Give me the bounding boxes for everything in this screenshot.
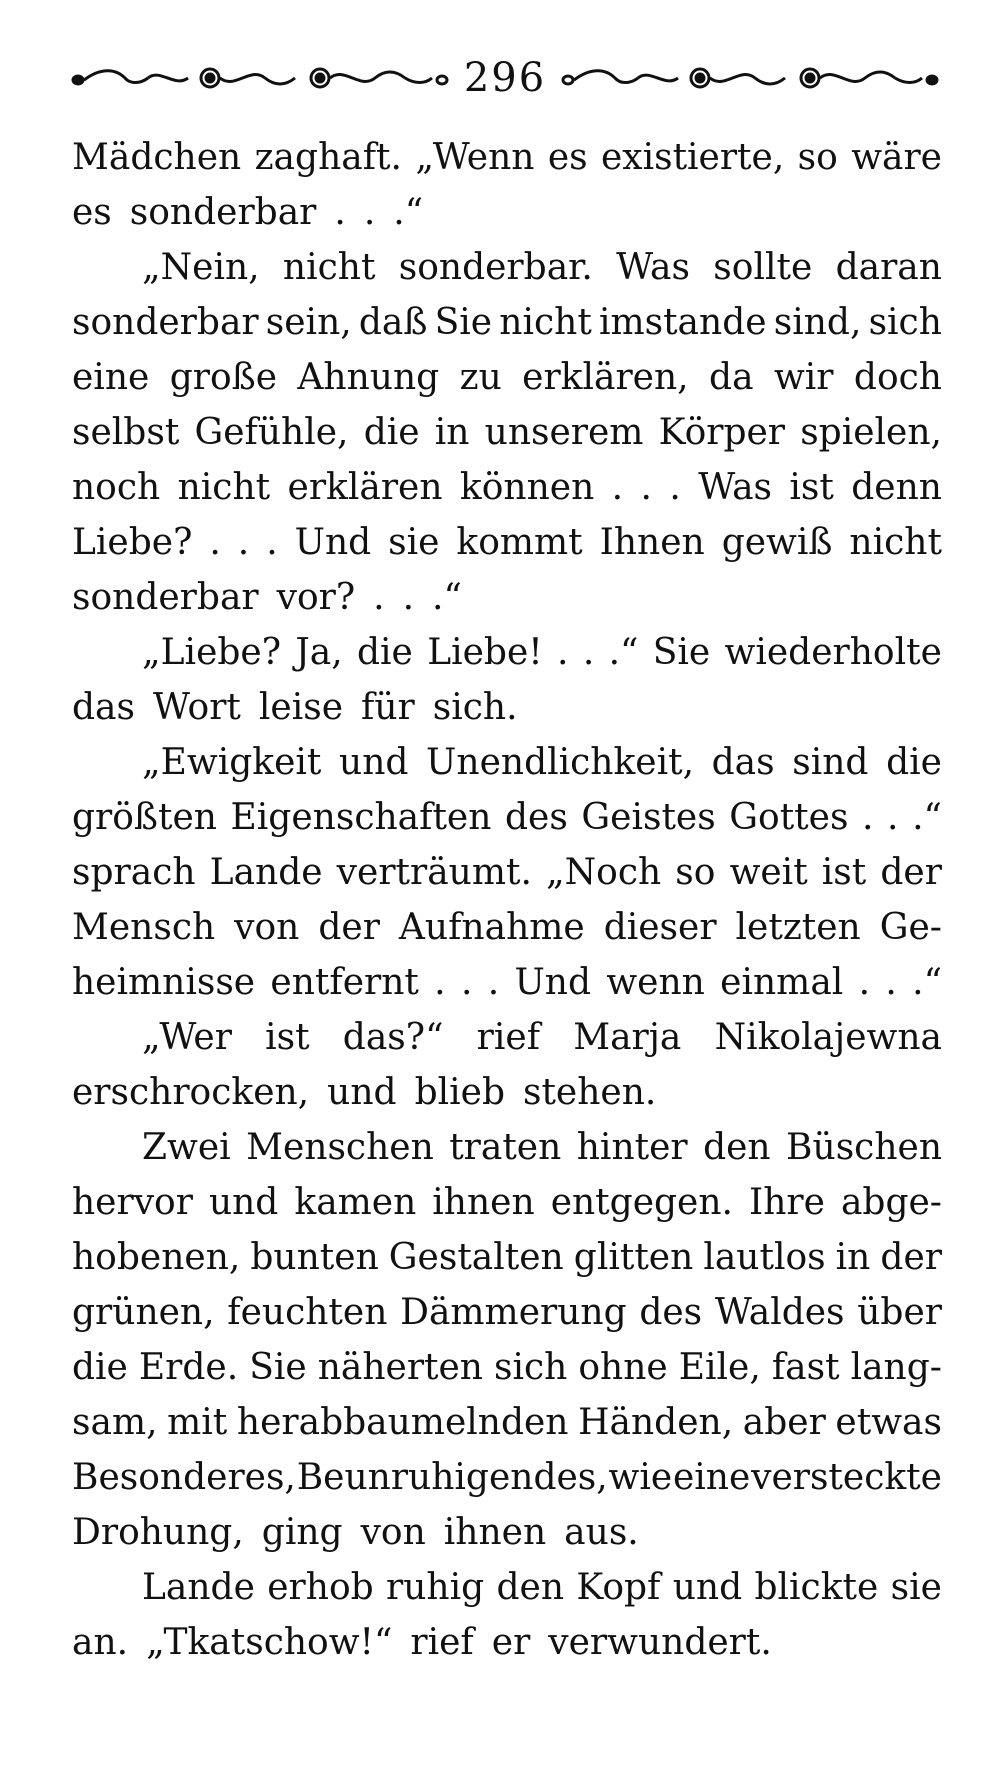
- word: .: [858, 962, 871, 1003]
- word: Händen,: [578, 1402, 734, 1443]
- text-line: [72, 185, 942, 240]
- word: unserem: [484, 412, 644, 453]
- word: sonderbar: [72, 302, 259, 343]
- text-line: [72, 1120, 942, 1175]
- word: der: [318, 907, 380, 948]
- word: nicht: [177, 467, 271, 508]
- word: den: [496, 1567, 565, 1608]
- word: Erde.: [138, 1347, 239, 1388]
- word: Kopf: [576, 1567, 661, 1608]
- word: in: [434, 412, 470, 453]
- text-line: [72, 1560, 942, 1615]
- word: das: [711, 742, 775, 783]
- word: ging: [261, 1512, 343, 1553]
- word: .: [363, 192, 376, 233]
- word: sie: [388, 522, 440, 563]
- word: es: [72, 192, 112, 233]
- ornament-right-icon: [560, 58, 940, 98]
- text-line: [72, 900, 942, 955]
- word: selbst: [72, 412, 180, 453]
- word: aber: [742, 1402, 826, 1443]
- word: da: [709, 357, 754, 398]
- word: noch: [72, 467, 161, 508]
- text-line: [72, 1395, 942, 1450]
- word: und: [208, 1182, 279, 1223]
- word: sollte: [713, 247, 813, 288]
- word: ist: [821, 852, 867, 893]
- word: letzten: [735, 907, 861, 948]
- word: ist: [789, 467, 834, 508]
- text-line: [72, 1065, 942, 1120]
- word: eine: [672, 1457, 751, 1498]
- word: vor?: [276, 577, 356, 618]
- word: sind: [792, 742, 869, 783]
- word: des: [505, 797, 568, 838]
- word: daran: [835, 247, 942, 288]
- word: Geistes: [581, 797, 716, 838]
- word: sonderbar: [72, 577, 259, 618]
- word: Gottes: [729, 797, 849, 838]
- word: Lande: [209, 852, 323, 893]
- word: Büschen: [786, 1127, 942, 1168]
- word: den: [703, 1127, 771, 1168]
- text-line: [72, 130, 942, 185]
- text-line: [72, 570, 942, 625]
- word: verträumt.: [336, 852, 532, 893]
- word: .“: [912, 962, 942, 1003]
- word: .: [237, 522, 250, 563]
- text-line: [72, 735, 942, 790]
- word: er: [491, 1622, 531, 1663]
- word: Gefühle,: [194, 412, 349, 453]
- word: stehen.: [522, 1072, 657, 1113]
- word: .: [373, 577, 385, 618]
- word: Ihnen: [599, 522, 705, 563]
- text-line: [72, 955, 942, 1010]
- word: sonderbar.: [398, 247, 593, 288]
- word: Was: [616, 247, 690, 288]
- text-line: [72, 295, 942, 350]
- page-header: [70, 48, 940, 108]
- word: einmal: [720, 962, 844, 1003]
- word: Und: [294, 522, 372, 563]
- word: .“: [608, 632, 639, 673]
- word: Und: [514, 962, 592, 1003]
- word: und: [339, 742, 409, 783]
- word: aus.: [564, 1512, 639, 1553]
- word: sprach: [72, 852, 196, 893]
- word: heimnisse: [72, 962, 256, 1003]
- word: große: [169, 357, 277, 398]
- word: Gestalten: [388, 1237, 564, 1278]
- word: Dämmerung: [400, 1292, 627, 1333]
- body-text: [72, 130, 942, 1670]
- word: etwas: [835, 1402, 942, 1443]
- word: bunten: [250, 1237, 379, 1278]
- word: „Nein,: [142, 247, 260, 288]
- word: der: [880, 852, 942, 893]
- word: entfernt: [270, 962, 419, 1003]
- word: rief: [476, 1017, 541, 1058]
- word: Sie: [249, 1347, 307, 1388]
- word: die: [357, 632, 413, 673]
- word: grünen,: [72, 1292, 215, 1333]
- word: hobenen,: [72, 1237, 241, 1278]
- word: sich.: [432, 687, 518, 728]
- word: spielen,: [800, 412, 942, 453]
- text-line: [72, 1450, 942, 1505]
- text-line: [72, 515, 942, 570]
- word: Menschen: [246, 1127, 434, 1168]
- word: blieb: [414, 1072, 505, 1113]
- word: Liebe!: [427, 632, 543, 673]
- word: ruhig: [386, 1567, 485, 1608]
- word: sonderbar: [129, 192, 317, 233]
- text-line: [72, 1175, 942, 1230]
- word: kommt: [456, 522, 583, 563]
- ornament-left-icon: [70, 58, 450, 98]
- word: lautlos: [703, 1237, 826, 1278]
- word: .: [887, 797, 899, 838]
- word: .: [460, 962, 473, 1003]
- word: für: [361, 687, 415, 728]
- word: des: [639, 1292, 703, 1333]
- word: sind,: [773, 302, 862, 343]
- word: Waldes: [714, 1292, 845, 1333]
- text-line: [72, 1340, 942, 1395]
- word: entgegen.: [550, 1182, 733, 1223]
- word: hervor: [72, 1182, 193, 1223]
- word: „Tkatschow!“: [146, 1622, 393, 1663]
- word: Ahnung: [297, 357, 440, 398]
- word: erhob: [267, 1567, 374, 1608]
- word: daß: [358, 302, 428, 343]
- word: Sie: [652, 632, 711, 673]
- word: Ihre: [749, 1182, 825, 1223]
- word: so: [675, 852, 716, 893]
- word: dieser: [603, 907, 717, 948]
- word: „Liebe?: [142, 632, 282, 673]
- page-number: 296: [463, 55, 547, 101]
- word: imstande: [598, 302, 767, 343]
- word: ist: [265, 1017, 310, 1058]
- word: sie: [890, 1567, 942, 1608]
- text-line: [72, 845, 942, 900]
- text-line: [72, 1010, 942, 1065]
- word: größten: [72, 797, 217, 838]
- word: .: [402, 577, 415, 618]
- word: die: [363, 412, 420, 453]
- word: Körper: [658, 412, 786, 453]
- word: sein,: [265, 302, 352, 343]
- word: Sie: [434, 302, 493, 343]
- word: weit: [729, 852, 808, 893]
- word: lang-: [850, 1347, 942, 1388]
- word: kamen: [294, 1182, 417, 1223]
- word: .: [209, 522, 221, 563]
- text-line: [72, 240, 942, 295]
- word: feuchten: [227, 1292, 388, 1333]
- word: .: [862, 797, 874, 838]
- word: sich: [868, 302, 942, 343]
- word: .: [266, 522, 278, 563]
- word: sam,: [72, 1402, 158, 1443]
- word: herabbaumelnden: [236, 1402, 569, 1443]
- word: von: [360, 1512, 426, 1553]
- word: verwundert.: [548, 1622, 772, 1663]
- word: traten: [449, 1127, 562, 1168]
- word: wenn: [606, 962, 705, 1003]
- word: .“: [393, 192, 424, 233]
- word: Ja,: [295, 632, 343, 673]
- word: leise: [258, 687, 344, 728]
- word: Drohung,: [72, 1512, 244, 1553]
- word: denn: [851, 467, 942, 508]
- word: so: [797, 137, 838, 178]
- word: das: [72, 687, 135, 728]
- word: ihnen: [432, 1182, 535, 1223]
- word: ihnen: [443, 1512, 547, 1553]
- word: abge-: [840, 1182, 942, 1223]
- word: Beunruhigendes,: [296, 1457, 608, 1498]
- text-line: [72, 680, 942, 735]
- word: wiederholte: [724, 632, 942, 673]
- word: .“: [912, 797, 942, 838]
- word: .“: [432, 577, 462, 618]
- word: Mensch: [72, 907, 216, 948]
- word: Zwei: [142, 1127, 231, 1168]
- word: Ge-: [879, 907, 942, 948]
- word: erklären: [287, 467, 443, 508]
- word: .: [487, 962, 500, 1003]
- word: sich: [494, 1347, 568, 1388]
- word: existierte,: [600, 137, 785, 178]
- word: .: [582, 632, 595, 673]
- text-line: [72, 1615, 942, 1670]
- word: von: [234, 907, 300, 948]
- word: die: [72, 1347, 128, 1388]
- word: Besonderes,: [72, 1457, 296, 1498]
- word: .: [334, 192, 346, 233]
- word: an.: [72, 1622, 129, 1663]
- word: „Noch: [546, 852, 662, 893]
- word: Liebe?: [72, 522, 193, 563]
- word: Was: [698, 467, 773, 508]
- word: zaghaft.: [254, 137, 402, 178]
- word: der: [880, 1237, 942, 1278]
- text-line: [72, 790, 942, 845]
- word: Eile,: [678, 1347, 761, 1388]
- word: .: [434, 962, 446, 1003]
- word: können: [459, 467, 595, 508]
- word: wie: [608, 1457, 673, 1498]
- word: glitten: [573, 1237, 694, 1278]
- word: versteckte: [751, 1457, 942, 1498]
- word: „Wenn: [415, 137, 535, 178]
- word: Mädchen: [72, 137, 242, 178]
- word: blickte: [754, 1567, 879, 1608]
- word: „Wer: [142, 1017, 232, 1058]
- word: es: [547, 137, 588, 178]
- word: Aufnahme: [398, 907, 585, 948]
- text-line: [72, 1230, 942, 1285]
- text-line: [72, 460, 942, 515]
- word: nicht: [849, 522, 942, 563]
- word: gewiß: [721, 522, 833, 563]
- word: zu: [459, 357, 502, 398]
- word: .: [611, 467, 624, 508]
- word: .: [669, 467, 681, 508]
- text-line: [72, 350, 942, 405]
- word: doch: [853, 357, 942, 398]
- word: Marja: [573, 1017, 682, 1058]
- word: nicht: [282, 247, 376, 288]
- word: mit: [167, 1402, 228, 1443]
- text-line: [72, 1285, 942, 1340]
- text-line: [72, 405, 942, 460]
- word: .: [885, 962, 897, 1003]
- word: die: [886, 742, 942, 783]
- word: .: [640, 467, 652, 508]
- word: und: [672, 1567, 743, 1608]
- word: Wort: [152, 687, 241, 728]
- word: nicht: [499, 302, 592, 343]
- word: Nikolajewna: [714, 1017, 942, 1058]
- word: eine: [72, 357, 150, 398]
- word: wir: [773, 357, 834, 398]
- word: wäre: [851, 137, 942, 178]
- word: hinter: [576, 1127, 688, 1168]
- word: das?“: [342, 1017, 444, 1058]
- word: rief: [410, 1622, 474, 1663]
- word: in: [835, 1237, 871, 1278]
- word: .: [557, 632, 569, 673]
- word: erklären,: [522, 357, 689, 398]
- word: Lande: [142, 1567, 255, 1608]
- word: näherten: [317, 1347, 483, 1388]
- word: über: [857, 1292, 942, 1333]
- word: fast: [771, 1347, 840, 1388]
- text-line: [72, 625, 942, 680]
- word: „Ewigkeit: [142, 742, 322, 783]
- word: ohne: [578, 1347, 668, 1388]
- text-line: [72, 1505, 942, 1560]
- word: erschrocken,: [72, 1072, 310, 1113]
- word: Eigenschaften: [230, 797, 492, 838]
- word: und: [327, 1072, 397, 1113]
- word: Unendlichkeit,: [426, 742, 695, 783]
